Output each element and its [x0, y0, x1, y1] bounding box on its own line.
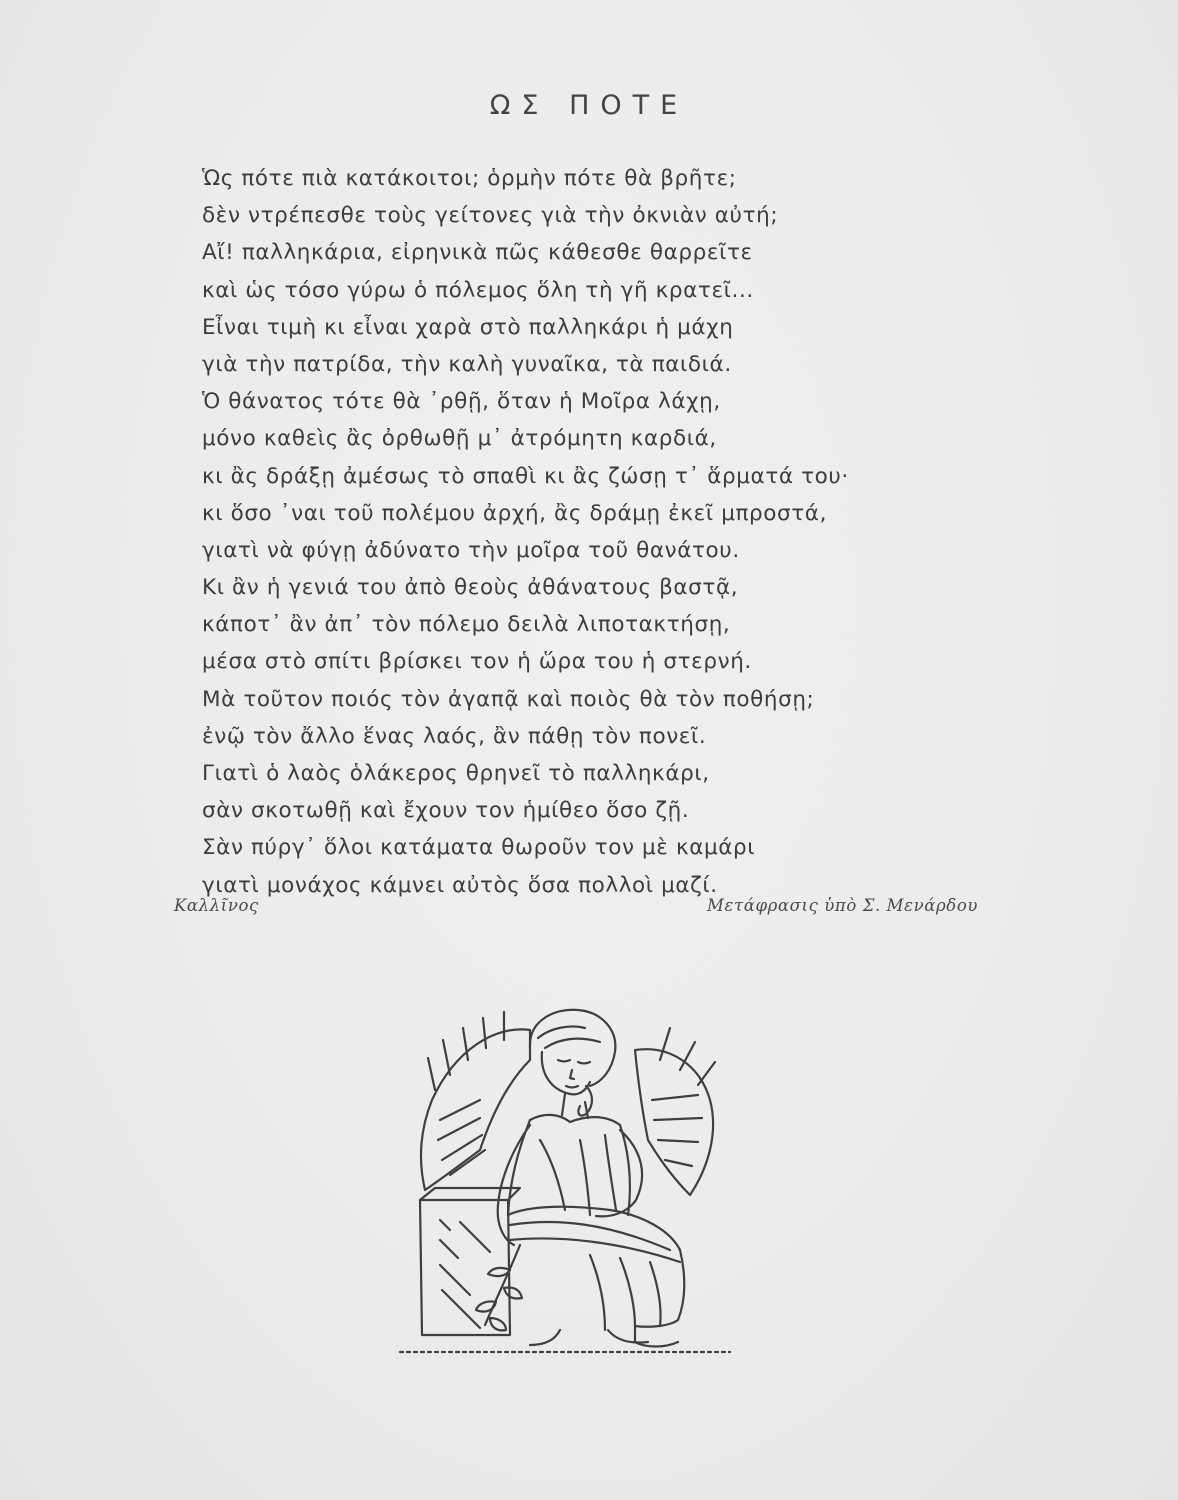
- poem-line: γιατὶ μονάχος κάμνει αὐτὸς ὅσα πολλοὶ μαζί.: [202, 872, 718, 898]
- poem-line: μόνο καθεὶς ἂς ὀρθωθῇ μ᾿ ἀτρόμητη καρδιά,: [202, 426, 717, 452]
- poem-line: Κι ἂν ἡ γενιά του ἀπὸ θεοὺς ἀθάνατους βαστᾷ,: [202, 575, 739, 601]
- poem-line: Ὁ θάνατος τότε θὰ ᾿ρθῇ, ὅταν ἡ Μοῖρα λάχῃ,: [202, 389, 721, 415]
- poem-line: Μὰ τοῦτον ποιός τὸν ἀγαπᾷ καὶ ποιὸς θὰ τὸν ποθήσῃ;: [202, 686, 815, 712]
- poem-line: Εἶναι τιμὴ κι εἶναι χαρὰ στὸ παλληκάρι ἡ μάχη: [202, 314, 734, 340]
- poem-body: [202, 160, 1002, 904]
- poem-line: σὰν σκοτωθῇ καὶ ἔχουν τον ἡμίθεο ὅσο ζῇ.: [202, 798, 690, 824]
- poem-line: Σὰν πύργ᾿ ὅλοι κατάματα θωροῦν τον μὲ καμάρι: [202, 835, 756, 861]
- poem-line: ἐνῷ τὸν ἄλλο ἕνας λαός, ἂν πάθῃ τὸν πονεῖ.: [202, 723, 707, 749]
- poem-title: ΩΣ ΠΟΤΕ: [489, 90, 689, 121]
- poem-line: κάποτ᾿ ἂν ἀπ᾿ τὸν πόλεμο δειλὰ λιποτακτήσῃ,: [202, 612, 731, 638]
- poem-line: μέσα στὸ σπίτι βρίσκει τον ἡ ὥρα του ἡ στερνή.: [202, 649, 752, 675]
- poem-line: κι ὅσο ᾿ναι τοῦ πολέμου ἀρχή, ἂς δράμῃ ἐκεῖ μπροστά,: [202, 500, 828, 526]
- poem-line: γιατὶ νὰ φύγῃ ἀδύνατο τὴν μοῖρα τοῦ θανάτου.: [202, 537, 740, 563]
- poem-line: Ὡς πότε πιὰ κατάκοιτοι; ὁρμὴν πότε θὰ βρῆτε;: [202, 166, 737, 191]
- poem-line: Γιατὶ ὁ λαὸς ὁλάκερος θρηνεῖ τὸ παλληκάρι,: [202, 761, 710, 786]
- poem-line: Αἴ! παλληκάρια, εἰρηνικὰ πῶς κάθεσθε θαρρεῖτε: [202, 240, 753, 266]
- poem-author: Καλλῖνος: [174, 896, 259, 915]
- poem-line: γιὰ τὴν πατρίδα, τὴν καλὴ γυναῖκα, τὰ παιδιά.: [202, 351, 732, 377]
- poem-line: δὲν ντρέπεσθε τοὺς γείτονες γιὰ τὴν ὀκνιὰν αὐτή;: [202, 203, 779, 229]
- poem-line: κι ἂς δράξῃ ἀμέσως τὸ σπαθὶ κι ἂς ζώσῃ τ᾿ ἅρματά του·: [202, 463, 849, 489]
- poem-line: καὶ ὡς τόσο γύρω ὁ πόλεμος ὅλη τὴ γῆ κρατεῖ...: [202, 277, 754, 303]
- translator-credit: Μετάφρασις ὑπὸ Σ. Μενάρδου: [707, 896, 978, 915]
- seated-winged-angel-icon: [380, 990, 760, 1370]
